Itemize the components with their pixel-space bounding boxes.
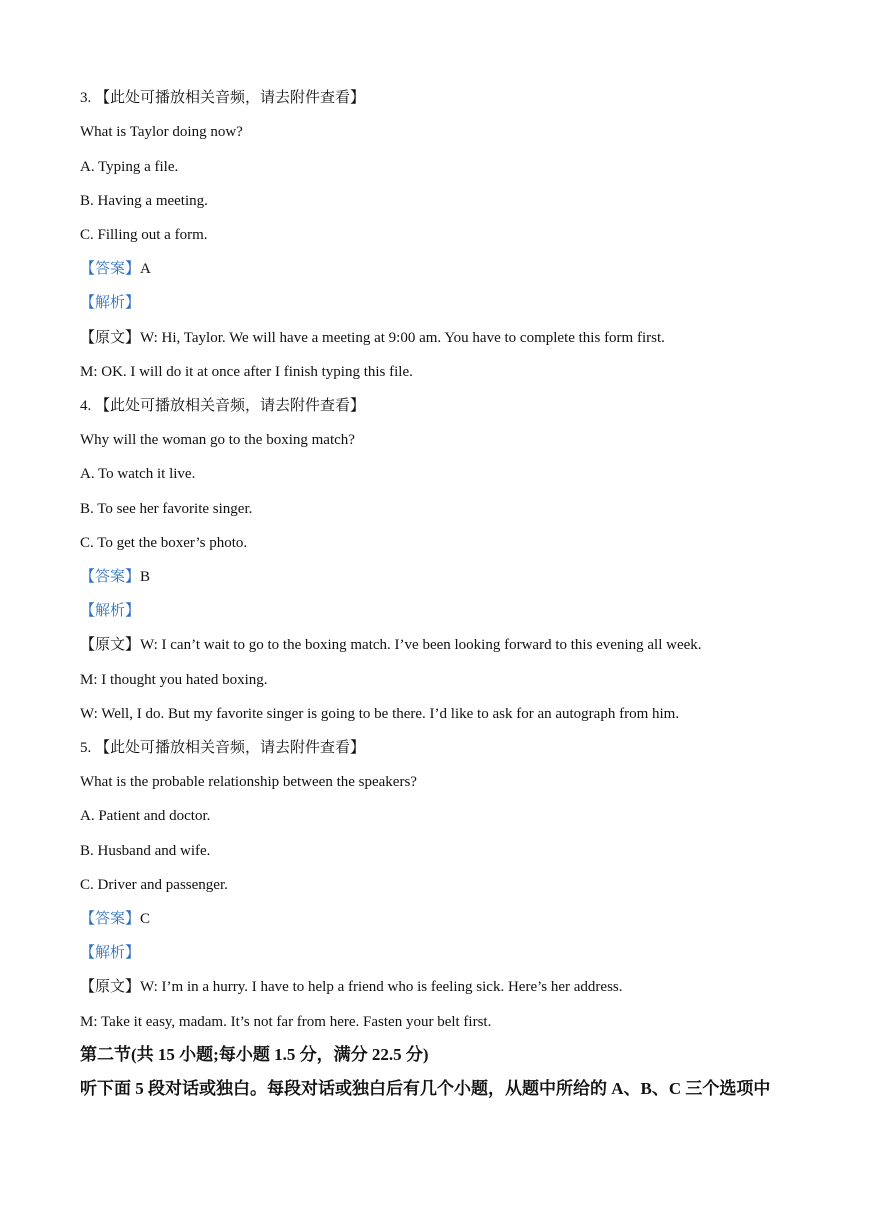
q3-transcript-1: 【原文】W: Hi, Taylor. We will have a meeting at 9:00 am. You have to complete this form first. xyxy=(80,330,665,346)
q5-answer xyxy=(80,909,150,929)
q3-option-a: A. Typing a file. xyxy=(80,159,179,175)
answer-tag: 【答案】 xyxy=(80,261,141,277)
q3-option-b: B. Having a meeting. xyxy=(80,193,208,209)
source-tag: 【原文】 xyxy=(80,330,141,346)
q5-option-a: A. Patient and doctor. xyxy=(80,808,211,824)
q4-analysis-tag: 【解析】 xyxy=(80,603,141,619)
q5-option-b: B. Husband and wife. xyxy=(80,843,211,859)
answer-value: B xyxy=(140,569,151,585)
q5-prompt: 5. 【此处可播放相关音频，请去附件查看】 xyxy=(80,740,366,756)
answer-value: C xyxy=(140,911,151,927)
q5-option-c: C. Driver and passenger. xyxy=(80,877,228,893)
q4-transcript-2: M: I thought you hated boxing. xyxy=(80,672,268,688)
source-tag: 【原文】 xyxy=(80,979,141,995)
q4-transcript-3: W: Well, I do. But my favorite singer is going to be there. I’d like to ask for an autograph from him. xyxy=(80,706,680,722)
q5-transcript-1: 【原文】W: I’m in a hurry. I have to help a friend who is feeling sick. Here’s her address. xyxy=(80,979,623,995)
q3-analysis-tag: 【解析】 xyxy=(80,295,141,311)
q3-answer xyxy=(80,259,151,279)
section2-instruction: 听下面 5 段对话或独白。每段对话或独白后有几个小题，从题中所给的 A、B、C 三个选项中 xyxy=(80,1079,771,1098)
q5-transcript-2: M: Take it easy, madam. It’s not far from here. Fasten your belt first. xyxy=(80,1014,492,1030)
answer-tag: 【答案】 xyxy=(80,569,141,585)
source-tag: 【原文】 xyxy=(80,637,141,653)
q3-question: What is Taylor doing now? xyxy=(80,124,243,140)
section2-heading: 第二节(共 15 小题;每小题 1.5 分，满分 22.5 分) xyxy=(80,1045,429,1064)
answer-tag: 【答案】 xyxy=(80,911,141,927)
q5-question: What is the probable relationship between the speakers? xyxy=(80,774,417,790)
q4-option-a: A. To watch it live. xyxy=(80,466,196,482)
q4-answer xyxy=(80,567,150,587)
q4-prompt: 4. 【此处可播放相关音频，请去附件查看】 xyxy=(80,398,366,414)
q3-transcript-2: M: OK. I will do it at once after I finish typing this file. xyxy=(80,364,413,380)
q4-question: Why will the woman go to the boxing match? xyxy=(80,432,355,448)
q4-option-b: B. To see her favorite singer. xyxy=(80,501,253,517)
q4-transcript-1: 【原文】W: I can’t wait to go to the boxing match. I’ve been looking forward to this evening all week. xyxy=(80,637,702,653)
q5-analysis-tag: 【解析】 xyxy=(80,945,141,961)
answer-value: A xyxy=(140,261,151,277)
q3-prompt: 3. 【此处可播放相关音频，请去附件查看】 xyxy=(80,90,366,106)
q3-option-c: C. Filling out a form. xyxy=(80,227,208,243)
q4-option-c: C. To get the boxer’s photo. xyxy=(80,535,248,551)
